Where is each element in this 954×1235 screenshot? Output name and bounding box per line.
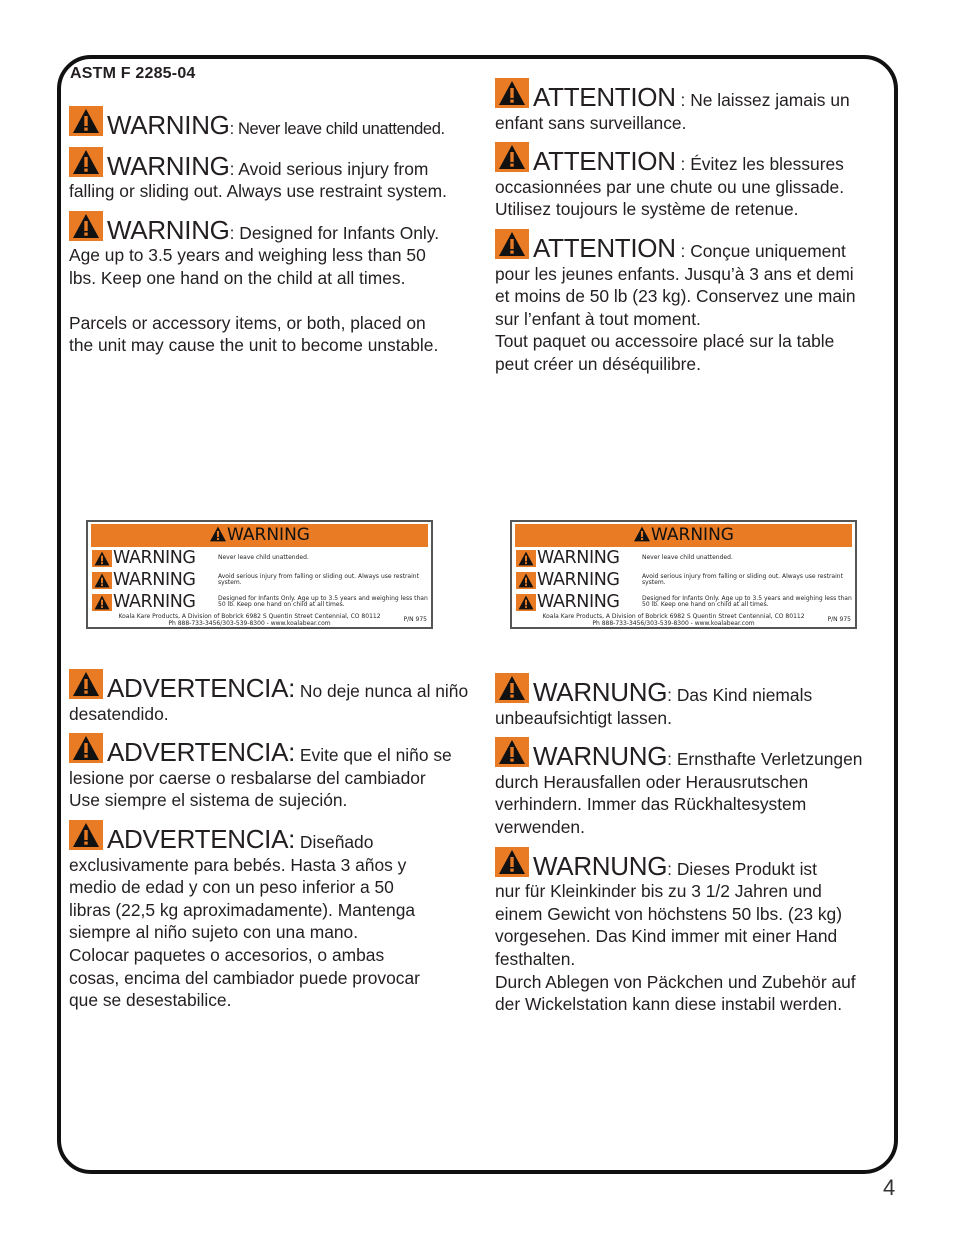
warning-text: : Avoid serious injury from xyxy=(229,158,429,179)
warning-triangle-icon xyxy=(92,594,112,611)
page-number: 4 xyxy=(883,1175,896,1200)
warning-triangle-icon xyxy=(516,594,536,611)
attention-text: : Évitez les blessures xyxy=(675,154,844,175)
attention-text: Utilisez toujours le système de retenue. xyxy=(495,199,799,220)
warning-keyword: WARNING xyxy=(107,110,230,140)
advertencia-text: desatendido. xyxy=(69,703,169,724)
advertencia-text: siempre al niño sujeto con una mano. xyxy=(69,922,359,943)
advertencia-text: Use siempre el sistema de sujeción. xyxy=(69,790,348,811)
advertencia-text: Evite que el niño se xyxy=(295,745,452,766)
advertencia-keyword: ADVERTENCIA: xyxy=(107,823,296,854)
advertencia-text: cosas, encima del cambiador puede provocar xyxy=(69,967,420,988)
advertencia-keyword: ADVERTENCIA: xyxy=(107,737,296,768)
advertencia-keyword: ADVERTENCIA: xyxy=(107,673,296,703)
warnung-text: : Das Kind niemals xyxy=(667,685,813,705)
parcels-text: Parcels or accessory items, or both, placed on xyxy=(69,312,426,333)
warning-triangle-icon xyxy=(209,526,227,549)
standard-label: ASTM F 2285-04 xyxy=(70,65,196,82)
warnung-text: nur für Kleinkinder bis zu 3 1/2 Jahren und xyxy=(495,881,822,902)
warnung-keyword: WARNUNG xyxy=(533,677,668,707)
warning-triangle-icon xyxy=(495,673,529,703)
warning-text: Age up to 3.5 years and weighing less than 50 xyxy=(69,245,426,266)
label-row xyxy=(92,569,431,591)
label-text: Designed for Infants Only. Age up to 3.5 years and weighing less than 50 lb. Keep one hand on child at all times. xyxy=(642,594,852,608)
warning-triangle-icon xyxy=(69,820,103,850)
label-header: WARNING xyxy=(651,525,734,545)
attention-text: : Ne laissez jamais un xyxy=(675,90,850,110)
warning-text: : Never leave child unattended. xyxy=(229,120,445,138)
attention-text: : Conçue uniquement xyxy=(675,240,846,261)
warnung-text: unbeaufsichtigt lassen. xyxy=(495,707,672,728)
advertencia-text: medio de edad y con un peso inferior a 50 xyxy=(69,877,394,898)
label-keyword: WARNING xyxy=(113,592,196,612)
label-footer: Ph 888-733-3456/303-539-8300 - www.koalabear.com xyxy=(168,620,331,627)
attention-text: peut créer un déséquilibre. xyxy=(495,353,701,374)
warning-triangle-icon xyxy=(69,147,103,177)
french-warnings xyxy=(495,78,895,376)
warning-triangle-icon xyxy=(495,142,529,172)
attention-text: et moins de 50 lb (23 kg). Conservez une main xyxy=(495,286,856,307)
warning-triangle-icon xyxy=(495,737,529,767)
label-part-number: P/N 975 xyxy=(827,616,851,623)
warnung-text: Durch Ablegen von Päckchen und Zubehör auf xyxy=(495,971,856,992)
warning-label-right xyxy=(510,520,857,629)
label-keyword: WARNING xyxy=(537,548,620,568)
label-row xyxy=(516,569,855,591)
label-text: Never leave child unattended. xyxy=(642,553,733,561)
warnung-text: verhindern. Immer das Rückhaltesystem xyxy=(495,794,807,815)
warning-triangle-icon xyxy=(495,78,529,108)
attention-text: sur l’enfant à tout moment. xyxy=(495,308,701,329)
english-warnings xyxy=(69,106,479,357)
advertencia-text: Colocar paquetes o accesorios, o ambas xyxy=(69,944,385,965)
warnung-text: einem Gewicht von höchstens 50 lbs. (23 kg) xyxy=(495,903,843,924)
warning-text: lbs. Keep one hand on the child at all times. xyxy=(69,267,406,288)
warning-triangle-icon xyxy=(69,211,103,241)
label-row xyxy=(92,547,431,569)
advertencia-text: que se desestabilice. xyxy=(69,990,232,1011)
advertencia-text: Diseñado xyxy=(295,831,374,852)
advertencia-text: exclusivamente para bebés. Hasta 3 años y xyxy=(69,854,407,875)
warning-triangle-icon xyxy=(633,526,651,549)
warnung-text: verwenden. xyxy=(495,816,585,837)
warnung-text: festhalten. xyxy=(495,948,576,969)
warnung-text: durch Herausfallen oder Herausrutschen xyxy=(495,771,809,792)
attention-text: pour les jeunes enfants. Jusqu’à 3 ans et demi xyxy=(495,263,854,284)
label-keyword: WARNING xyxy=(113,570,196,590)
label-footer: Ph 888-733-3456/303-539-8300 - www.koalabear.com xyxy=(592,620,755,627)
warning-keyword: WARNING xyxy=(107,214,230,245)
attention-keyword: ATTENTION xyxy=(533,232,676,263)
label-keyword: WARNING xyxy=(537,570,620,590)
warning-triangle-icon xyxy=(92,572,112,589)
parcels-text: the unit may cause the unit to become unstable. xyxy=(69,335,439,356)
warnung-text: der Wickelstation kann diese instabil werden. xyxy=(495,994,843,1015)
label-part-number: P/N 975 xyxy=(403,616,427,623)
advertencia-text: lesione por caerse o resbalarse del cambiador xyxy=(69,767,426,788)
warning-triangle-icon xyxy=(69,669,103,699)
warnung-keyword: WARNUNG xyxy=(533,850,668,881)
label-header: WARNING xyxy=(227,525,310,545)
attention-text: occasionnées par une chute ou une glissade. xyxy=(495,176,845,197)
spanish-warnings xyxy=(69,669,479,1012)
german-warnings xyxy=(495,673,895,1016)
label-text: Designed for Infants Only. Age up to 3.5 years and weighing less than 50 lb. Keep one hand on child at all times. xyxy=(218,594,428,608)
attention-text: Tout paquet ou accessoire placé sur la table xyxy=(495,331,835,352)
label-text: Avoid serious injury from falling or sliding out. Always use restraint system. xyxy=(218,572,419,586)
warnung-keyword: WARNUNG xyxy=(533,741,668,772)
warning-text: : Designed for Infants Only. xyxy=(229,222,440,243)
label-row xyxy=(516,547,855,569)
attention-keyword: ATTENTION xyxy=(533,146,676,177)
warning-triangle-icon xyxy=(516,550,536,567)
label-keyword: WARNING xyxy=(113,548,196,568)
warning-text: falling or sliding out. Always use restraint system. xyxy=(69,181,447,202)
warning-triangle-icon xyxy=(69,106,103,136)
attention-text: enfant sans surveillance. xyxy=(495,112,687,133)
advertencia-text: libras (22,5 kg aproximadamente). Mantenga xyxy=(69,899,416,920)
label-row xyxy=(92,591,431,613)
label-keyword: WARNING xyxy=(537,592,620,612)
warning-triangle-icon xyxy=(92,550,112,567)
advertencia-text: No deje nunca al niño xyxy=(295,681,469,701)
warning-triangle-icon xyxy=(495,847,529,877)
warning-triangle-icon xyxy=(495,229,529,259)
warning-triangle-icon xyxy=(516,572,536,589)
warning-triangle-icon xyxy=(69,733,103,763)
warnung-text: : Dieses Produkt ist xyxy=(667,858,817,879)
label-footer: Koala Kare Products, A Division of Bobrick 6982 S Quentin Street Centennial, CO 80112 xyxy=(542,613,805,620)
attention-keyword: ATTENTION xyxy=(533,82,676,112)
label-text: Avoid serious injury from falling or sliding out. Always use restraint system. xyxy=(642,572,843,586)
warnung-text: : Ernsthafte Verletzungen xyxy=(667,749,863,770)
label-text: Never leave child unattended. xyxy=(218,553,309,561)
warnung-text: vorgesehen. Das Kind immer mit einer Hand xyxy=(495,926,838,947)
label-row xyxy=(516,591,855,613)
label-footer: Koala Kare Products, A Division of Bobrick 6982 S Quentin Street Centennial, CO 80112 xyxy=(118,613,381,620)
warning-label-left xyxy=(86,520,433,629)
warning-keyword: WARNING xyxy=(107,150,230,181)
